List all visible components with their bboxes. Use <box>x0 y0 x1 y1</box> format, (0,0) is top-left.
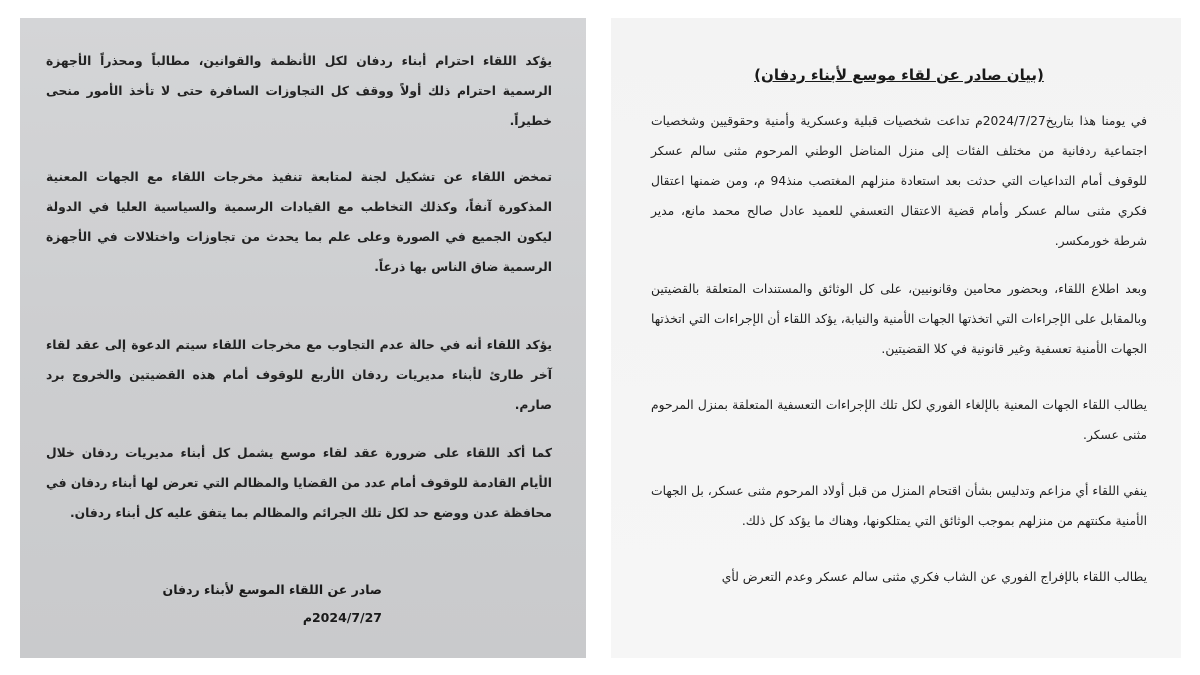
paragraph: وبعد اطلاع اللقاء، وبحضور محامين وقانونيين، على كل الوثائق والمستندات المتعلقة بالقضيتين وبالمقابل على الإجراءات التي اتخذتها الجهات الأمنية والنيابة، يؤكد اللقاء أن الإجراءات التي اتخذتها الجهات الأمنية تعسفية وغير قانونية في كلا القضيتين. <box>651 282 1147 356</box>
paragraph: ينفي اللقاء أي مزاعم وتدليس بشأن اقتحام المنزل من قبل أولاد المرحوم مثنى عسكر، بل الجهات الأمنية مكنتهم من منزلهم بموجب الوثائق التي يمتلكونها، وهناك ما يؤكد كل ذلك. <box>651 484 1147 528</box>
signoff-date: 2024/7/27م <box>302 610 382 625</box>
paragraph: في يومنا هذا بتاريخ2024/7/27م تداعت شخصيات قبلية وعسكرية وأمنية وحقوقيين وشخصيات اجتماعية ردفانية من مختلف الفئات إلى منزل المناضل الوطني المرحوم مثنى سالم عسكر للوقوف أمام التداعيات التي حدثت بعد استعادة منزلهم المغتصب منذ94 م، ومن ضمنها اعتقال فكري مثنى سالم عسكر وأمام قضية الاعتقال التعسفي للعميد عادل صالح محمد مانع، مدير شرطة خورمكسر. <box>651 114 1147 248</box>
statement-page-1 <box>611 18 1181 658</box>
statement-title: (بيان صادر عن لقاء موسع لأبناء ردفان) <box>754 66 1044 84</box>
paragraph: يطالب اللقاء بالإفراج الفوري عن الشاب فكري مثنى سالم عسكر وعدم التعرض لأي <box>721 570 1147 584</box>
signoff: صادر عن اللقاء الموسع لأبناء ردفان <box>162 582 382 597</box>
paragraph: كما أكد اللقاء على ضرورة عقد لقاء موسع يشمل كل أبناء مديريات ردفان خلال الأيام القادمة للوقوف أمام عدد من القضايا والمظالم التي تعرض لها أبناء ردفان في محافظة عدن ووضع حد لكل تلك الجرائم والمظالم بما يتفق عليه كل أبناء ردفان. <box>46 446 552 520</box>
statement-page-2 <box>20 18 586 658</box>
paragraph: يؤكد اللقاء أنه في حالة عدم التجاوب مع مخرجات اللقاء سيتم الدعوة إلى عقد لقاء آخر طارئ لأبناء مديريات ردفان الأربع للوقوف أمام هذه القضيتين والخروج برد صارم. <box>46 338 552 412</box>
paragraph: يؤكد اللقاء احترام أبناء ردفان لكل الأنظمة والقوانين، مطالباً ومحذراً الأجهزة الرسمية احترام ذلك أولاً ووقف كل التجاوزات السافرة حتى لا تأخذ الأمور منحى خطيراً. <box>46 54 552 128</box>
paragraph: تمخض اللقاء عن تشكيل لجنة لمتابعة تنفيذ مخرجات اللقاء مع الجهات المعنية المذكورة آنفاً، وكذلك التخاطب مع القيادات الرسمية والسياسية العليا في الدولة ليكون الجميع في الصورة وعلى علم بما يحدث من تجاوزات واختلالات في الأجهزة الرسمية ضاق الناس بها ذرعاً. <box>46 170 552 274</box>
paragraph: يطالب اللقاء الجهات المعنية بالإلغاء الفوري لكل تلك الإجراءات التعسفية المتعلقة بمنزل المرحوم مثنى عسكر. <box>651 398 1147 442</box>
